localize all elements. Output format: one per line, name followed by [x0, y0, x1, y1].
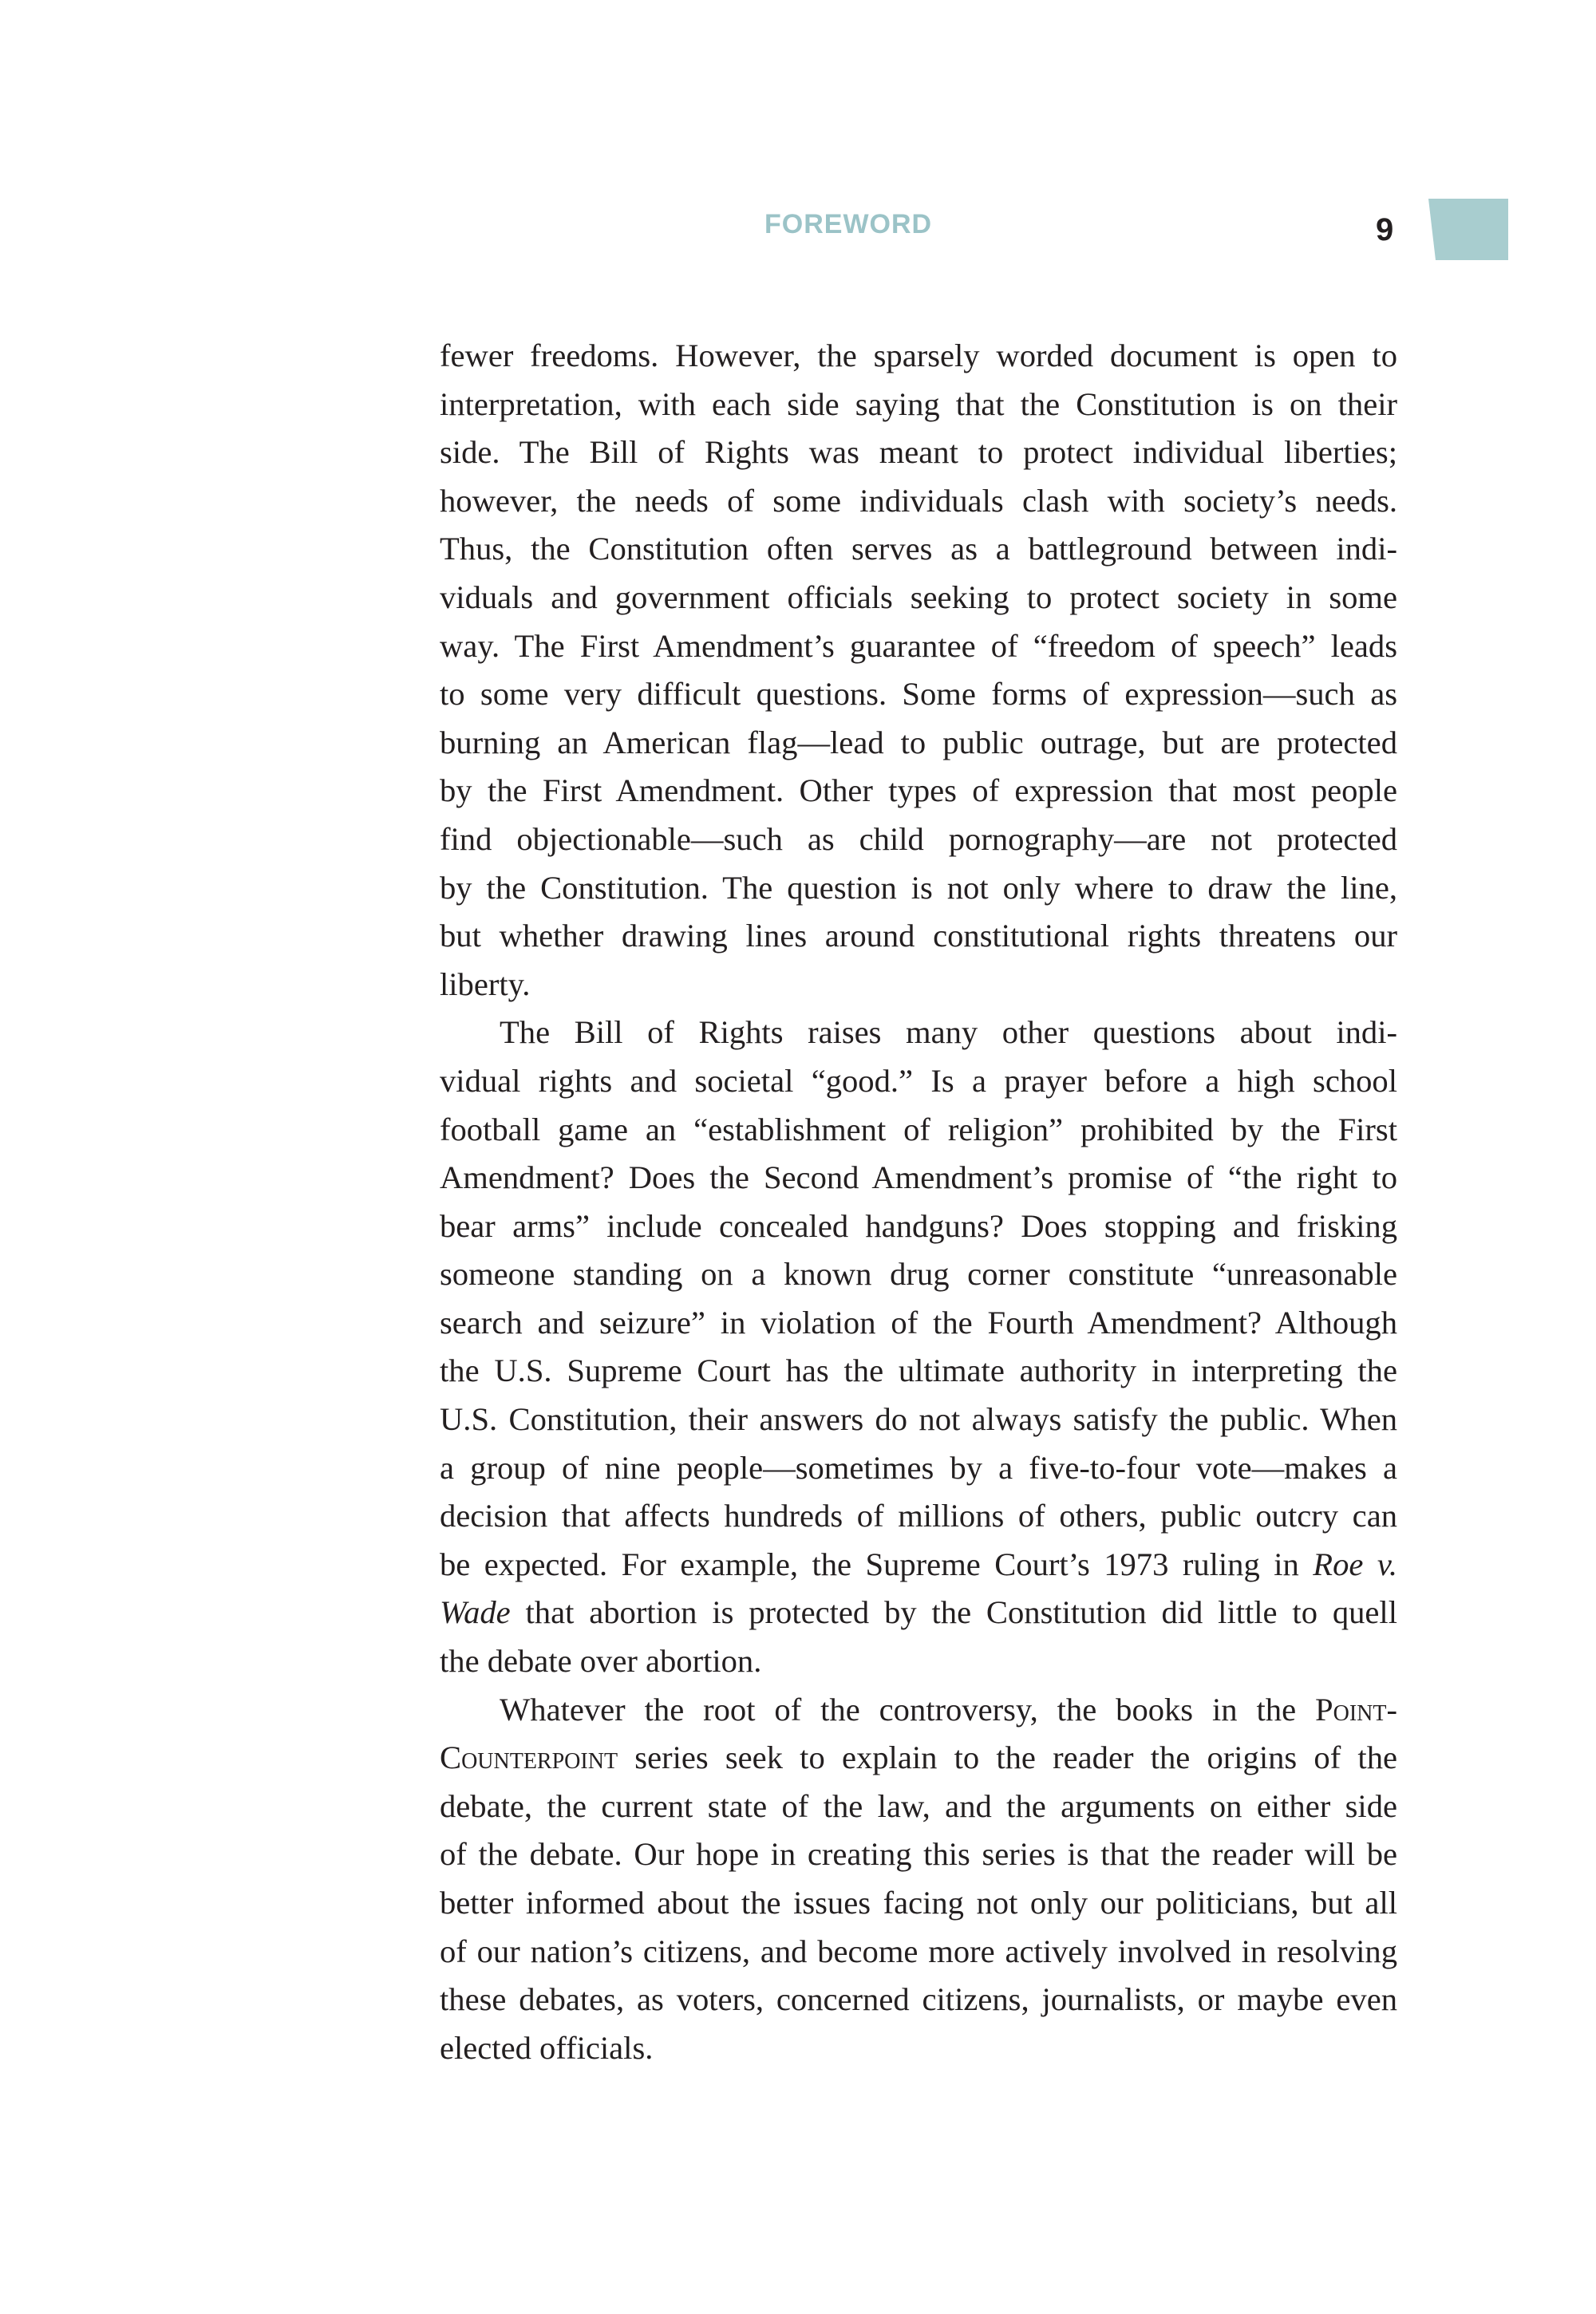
text-line: burning an American flag—lead to public outrage, but are protected	[440, 724, 1397, 760]
page-number: 9	[1376, 212, 1394, 247]
text-line: vidual rights and societal “good.” Is a prayer before a high school	[440, 1062, 1397, 1099]
text-segment: be expected. For example, the Supreme Court’s 1973 ruling in	[440, 1546, 1299, 1582]
text-line: fewer freedoms. However, the sparsely worded document is open to	[440, 338, 1397, 373]
page-tab-marker	[1428, 199, 1508, 260]
case-name: Roe v.	[1313, 1546, 1397, 1582]
paragraph-1	[440, 332, 1397, 1009]
text-line: Thus, the Constitution often serves as a battleground between indi-	[440, 531, 1397, 567]
text-line	[440, 1734, 1397, 1783]
text-line	[440, 1541, 1397, 1589]
text-line: but whether drawing lines around constitutional rights threatens our	[440, 918, 1397, 954]
text-line: viduals and government officials seeking to protect society in some	[440, 578, 1397, 615]
paragraph-3	[440, 1686, 1397, 2073]
text-line: Amendment? Does the Second Amendment’s promise of “the right to	[440, 1159, 1397, 1196]
text-line: of our nation’s citizens, and become more actively involved in resolving	[440, 1933, 1397, 1969]
series-name: Point-	[1315, 1691, 1397, 1728]
paragraph-2	[440, 1009, 1397, 1685]
text-line: the U.S. Supreme Court has the ultimate authority in interpreting the	[440, 1352, 1397, 1389]
text-line: these debates, as voters, concerned citizens, journalists, or maybe even	[440, 1981, 1397, 2018]
running-head: FOREWORD	[764, 209, 933, 239]
text-line: debate, the current state of the law, and the arguments on either side	[440, 1787, 1397, 1824]
text-line: side. The Bill of Rights was meant to protect individual liberties;	[440, 434, 1397, 471]
text-line: football game an “establishment of religion” prohibited by the First	[440, 1111, 1397, 1147]
text-line: search and seizure” in violation of the Fourth Amendment? Although	[440, 1304, 1397, 1341]
text-line	[440, 1589, 1397, 1637]
text-line: by the First Amendment. Other types of expression that most people	[440, 772, 1397, 809]
text-line: to some very difficult questions. Some forms of expression—such as	[440, 676, 1397, 713]
text-line: better informed about the issues facing not only our politicians, but all	[440, 1885, 1397, 1921]
body-text	[440, 332, 1397, 2072]
text-line: decision that affects hundreds of millions of others, public outcry can	[440, 1498, 1397, 1534]
text-line: of the debate. Our hope in creating this series is that the reader will be	[440, 1836, 1397, 1873]
text-line: bear arms” include concealed handguns? Does stopping and frisking	[440, 1207, 1397, 1244]
text-line: by the Constitution. The question is not only where to draw the line,	[440, 869, 1397, 906]
text-line: someone standing on a known drug corner constitute “unreasonable	[440, 1256, 1397, 1293]
text-line: elected officials.	[440, 2029, 654, 2066]
text-line: a group of nine people—sometimes by a five-to-four vote—makes a	[440, 1449, 1397, 1486]
text-line: The Bill of Rights raises many other questions about indi-	[500, 1014, 1397, 1051]
text-segment: series seek to explain to the reader the origins of the	[634, 1739, 1397, 1776]
text-line: interpretation, with each side saying that the Constitution is on their	[440, 385, 1397, 422]
text-line: find objectionable—such as child pornography—are not protected	[440, 820, 1397, 857]
text-segment: that abortion is protected by the Constitution did little to quell	[525, 1594, 1397, 1631]
case-name: Wade	[440, 1594, 511, 1631]
text-line: U.S. Constitution, their answers do not always satisfy the public. When	[440, 1401, 1397, 1438]
series-name: Counterpoint	[440, 1739, 618, 1776]
text-line: however, the needs of some individuals clash with society’s needs.	[440, 482, 1397, 519]
text-segment: Whatever the root of the controversy, the books in the	[500, 1691, 1297, 1728]
text-line	[440, 1686, 1397, 1735]
text-line: way. The First Amendment’s guarantee of “freedom of speech” leads	[440, 627, 1397, 664]
text-line: liberty.	[440, 965, 531, 1002]
text-line: the debate over abortion.	[440, 1643, 762, 1680]
